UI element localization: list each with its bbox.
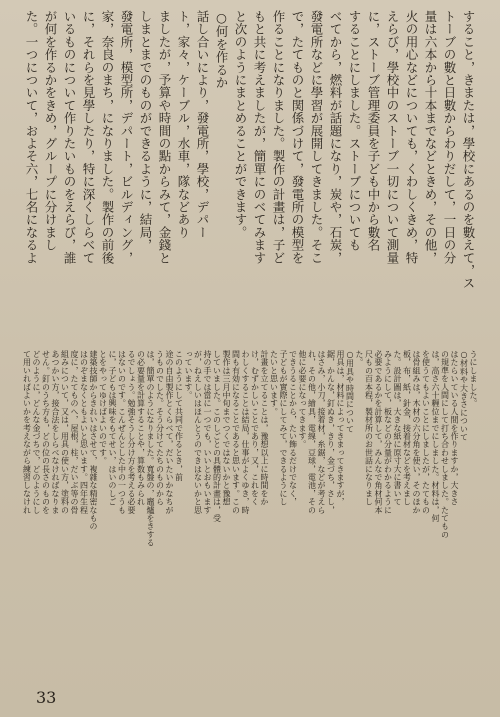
page-number: 33: [36, 688, 57, 707]
text-line: に，ストーブ管理委員を子ども中から數名: [366, 10, 381, 252]
text-line: このようにして共同で作るとき，前: [174, 350, 184, 482]
text-line: た。: [355, 350, 364, 367]
text-line: あつかい方，接合法をしらべなければなりま: [51, 350, 60, 514]
text-line: 話し合いにより，發電所，學校，デパー: [195, 10, 210, 239]
text-line: に，子どもは興味をもてせい，はいのしご: [108, 350, 117, 506]
text-line: たいと思います。: [269, 350, 279, 416]
text-line: ト，家々，ケーブル，水車，隊などあり: [176, 10, 191, 239]
text-line: することにしました。ストーブについても: [347, 10, 362, 252]
text-line: 計畫を立てることは，豫想以上に時間をか: [260, 350, 269, 506]
text-line: 鋸，かんな，釘ぬき，きり，金づち，さし，: [326, 350, 336, 514]
text-line: 用具は，材料によってきまってきますが，: [336, 350, 345, 506]
text-line: 組みについて，又は，用具の使い方，塗料の: [60, 350, 70, 514]
text-line: せん。釘のうち方も，どの位の長さのものを: [41, 350, 51, 514]
text-line: 板，布，紙，針金，接着材などを考えまし: [402, 350, 412, 506]
text-line: が何を作るかをきめ，グループに分けまし: [43, 10, 58, 252]
text-line: 間も有効になることであると思います。この: [231, 350, 241, 514]
text-line: 持の手では當に一つでも，いいとおもいます: [203, 350, 212, 514]
text-line: ましたが，予算や時間の點からみて，金錢と: [157, 10, 172, 264]
text-line: を使うてもよいことにしましたが，たてもの: [421, 350, 431, 514]
text-line: 量は六本から十本までなどときめ，その他，: [423, 10, 438, 264]
text-line: 火の用心などについても，くわしくきめ，特: [404, 10, 419, 264]
text-line: していました。このしごとの具體的計畫は，受: [212, 350, 222, 523]
text-line: みようにして，板などの分量がわかるように: [383, 350, 393, 514]
text-line: トーブの數と日數からわりだして，一日の分: [442, 10, 457, 264]
text-line: 建築技師からきれいはさせて，複雜な精密なもの: [89, 350, 98, 531]
text-line: れ，その他，繪具，電線，豆球，電池，その: [307, 350, 317, 514]
text-line: 度に，たてものへ，屋根，柱，だいぶ等の骨: [70, 350, 79, 514]
section-heading: ○材料や大きさについて: [459, 350, 469, 442]
text-line: とをやってゆけばよいのです。: [98, 350, 108, 465]
text-line: は，簡單のようになりました。寬盤の，竈爐をきする: [146, 350, 155, 547]
text-line: て用いればよいかを考えながら練習しなけれ: [22, 350, 32, 514]
text-line: はのぞまなくともよいと思います。四年生程: [79, 350, 89, 514]
section-heading: ○何を作るか: [214, 10, 229, 89]
text-line: 發電所，模型所，デパート，ビルディング，: [119, 10, 134, 264]
text-line: の規準を人間にして打ち合わせしました。たてもの: [440, 350, 450, 539]
text-line: の必要量を計算することや，算数もみられ: [136, 350, 146, 506]
text-line: は，高さ六十糎位までにしました。材料は，何: [431, 350, 440, 523]
text-line: た。一つについて，およそ六，七名になるよ: [24, 10, 39, 264]
text-line: どのように，どんな金づちで，どのようにし: [32, 350, 41, 514]
text-line: 他に必要になってきます。: [298, 350, 307, 449]
text-line: 途の自由製作とくらべて，だいたいかなちが: [165, 350, 174, 514]
text-line: 家，奈良のまち，になりました。製作の前後: [100, 10, 115, 264]
section-heading: ○用具や時間について: [345, 350, 355, 433]
text-line: しまとまでのものができるように，結局，: [138, 10, 153, 252]
text-line: は骨組みは，木材の六分角を使い，そのほか: [412, 350, 421, 514]
text-line: け，むずかしいことであり，又，これをく: [250, 350, 260, 506]
text-line: に，それらを見學したり，特に深くしらべて: [81, 10, 96, 264]
text-line: もと共に考えましたが，簡單にのベてみます: [252, 10, 267, 264]
upper-text-block: [22, 10, 478, 330]
text-line: ベてから，燃料が話題になり，炭や，石炭，: [328, 10, 343, 264]
text-line: えらび，學校中のストーブ一切について測量: [385, 10, 400, 264]
text-line: できうることから，たい飾るだけでなく，: [288, 350, 298, 506]
text-line: はたらいている人間を作りますか，大きさ: [450, 350, 459, 506]
text-line: 製作は三月中旬までつくではないかと豫想: [222, 350, 231, 506]
text-line: た。設計圖は，大きな紙に原寸大に書いて: [393, 350, 402, 506]
text-line: すること，きまたは，學校にあるのを數えて，ス: [461, 10, 476, 290]
text-line: はさみ，小刀，接着材，糸鋸，などが考えら: [317, 350, 326, 514]
text-line: 必要であるかを計算して，みんなで角材何本: [374, 350, 383, 514]
lower-text-block: [22, 350, 478, 678]
text-line: っています。: [184, 350, 193, 400]
text-line: うものでした。そう分けてたちのものから: [155, 350, 165, 506]
text-line: 作ることになりました。製作の計畫は，子ど: [271, 10, 286, 264]
text-line: るでしょう。勉強そうし分け方を考える必要: [127, 350, 136, 514]
text-line: 子どもが實際にしてみて，できるようにし: [279, 350, 288, 506]
text-line: わしくすることは結局，仕事がよくゆき，時: [241, 350, 250, 514]
text-line: で，たてものと関係づけて，發電所の模型を: [290, 10, 305, 264]
text-line: と次のようにまとめることができます。: [233, 10, 248, 239]
text-line: はないのです。こんぜんとした中の一つうも: [117, 350, 127, 514]
text-line: が，ねえしいはほんとうのできはないかと思: [193, 350, 203, 514]
text-line: 發電所などに學習が展開してきました。そこ: [309, 10, 324, 264]
text-line: 尺もの百本程，製材所のお世話になりまし: [364, 350, 374, 506]
text-line: いるものについて作りたいものをえらび，誰: [62, 10, 77, 264]
text-line: うにしました。: [469, 350, 478, 408]
